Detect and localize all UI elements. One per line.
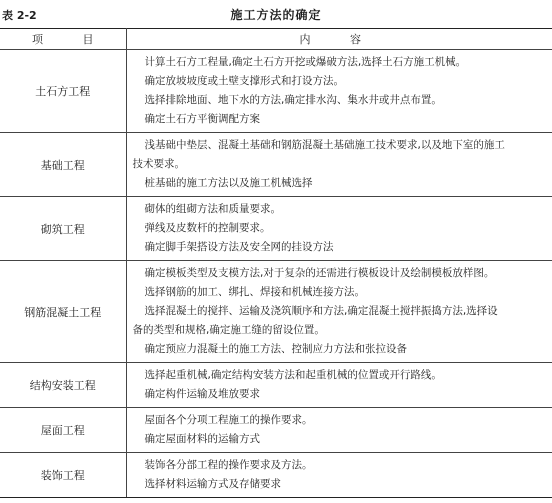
construction-methods-table: [0, 28, 552, 498]
table-number: 表 2-2: [2, 9, 37, 22]
table-row: [0, 261, 552, 363]
content-line: 确定脚手架搭设方法及安全网的挂设方法: [144, 241, 334, 253]
content-line: 砌体的组砌方法和质量要求。: [144, 203, 281, 215]
table-row: [0, 133, 552, 197]
table-row: [0, 197, 552, 261]
content-line: 桩基础的施工方法以及施工机械选择: [144, 177, 313, 189]
row-content: [126, 363, 552, 408]
table-title: 施工方法的确定: [230, 8, 322, 22]
header-item: 项 目: [0, 29, 126, 50]
content-line: 装饰各分部工程的操作要求及方法。: [144, 459, 313, 471]
table-row: [0, 50, 552, 133]
content-line: 选择材料运输方式及存储要求: [144, 478, 281, 490]
header-content: 内 容: [126, 29, 552, 50]
content-line: 确定模板类型及支模方法,对于复杂的还需进行模板设计及绘制模板放样图。: [144, 267, 495, 279]
content-line: 技术要求。: [132, 158, 185, 170]
row-content: [126, 197, 552, 261]
content-line: 计算土石方工程量,确定土石方开挖或爆破方法,选择土石方施工机械。: [144, 56, 467, 68]
row-content: [126, 261, 552, 363]
row-item-name: 土石方工程: [0, 50, 126, 133]
content-line: 备的类型和规格,确定施工缝的留设位置。: [132, 324, 325, 336]
header-row: [0, 29, 552, 50]
content-line: 确定预应力混凝土的施工方法、控制应力方法和张拉设备: [144, 343, 407, 355]
content-line: 确定土石方平衡调配方案: [144, 113, 260, 125]
content-line: 选择钢筋的加工、绑扎、焊接和机械连接方法。: [144, 286, 365, 298]
row-item-name: 砌筑工程: [0, 197, 126, 261]
row-item-name: 结构安装工程: [0, 363, 126, 408]
content-line: 选择排除地面、地下水的方法,确定排水沟、集水井或井点布置。: [144, 94, 442, 106]
content-line: 选择起重机械,确定结构安装方法和起重机械的位置或开行路线。: [144, 369, 442, 381]
table-row: [0, 453, 552, 498]
row-item-name: 钢筋混凝土工程: [0, 261, 126, 363]
content-line: 选择混凝土的搅拌、运输及浇筑顺序和方法,确定混凝土搅拌振捣方法,选择设: [144, 305, 498, 317]
row-content: [126, 50, 552, 133]
table-row: [0, 363, 552, 408]
row-content: [126, 133, 552, 197]
row-item-name: 装饰工程: [0, 453, 126, 498]
content-line: 弹线及皮数杆的控制要求。: [144, 222, 271, 234]
content-line: 浅基础中垫层、混凝土基础和钢筋混凝土基础施工技术要求,以及地下室的施工: [144, 139, 505, 151]
table-row: [0, 408, 552, 453]
row-item-name: 基础工程: [0, 133, 126, 197]
row-content: [126, 408, 552, 453]
content-line: 屋面各个分项工程施工的操作要求。: [144, 414, 313, 426]
table-caption: [0, 4, 552, 26]
content-line: 确定屋面材料的运输方式: [144, 433, 260, 445]
content-line: 确定构件运输及堆放要求: [144, 388, 260, 400]
row-item-name: 屋面工程: [0, 408, 126, 453]
content-line: 确定放坡坡度或土壁支撑形式和打设方法。: [144, 75, 344, 87]
row-content: [126, 453, 552, 498]
